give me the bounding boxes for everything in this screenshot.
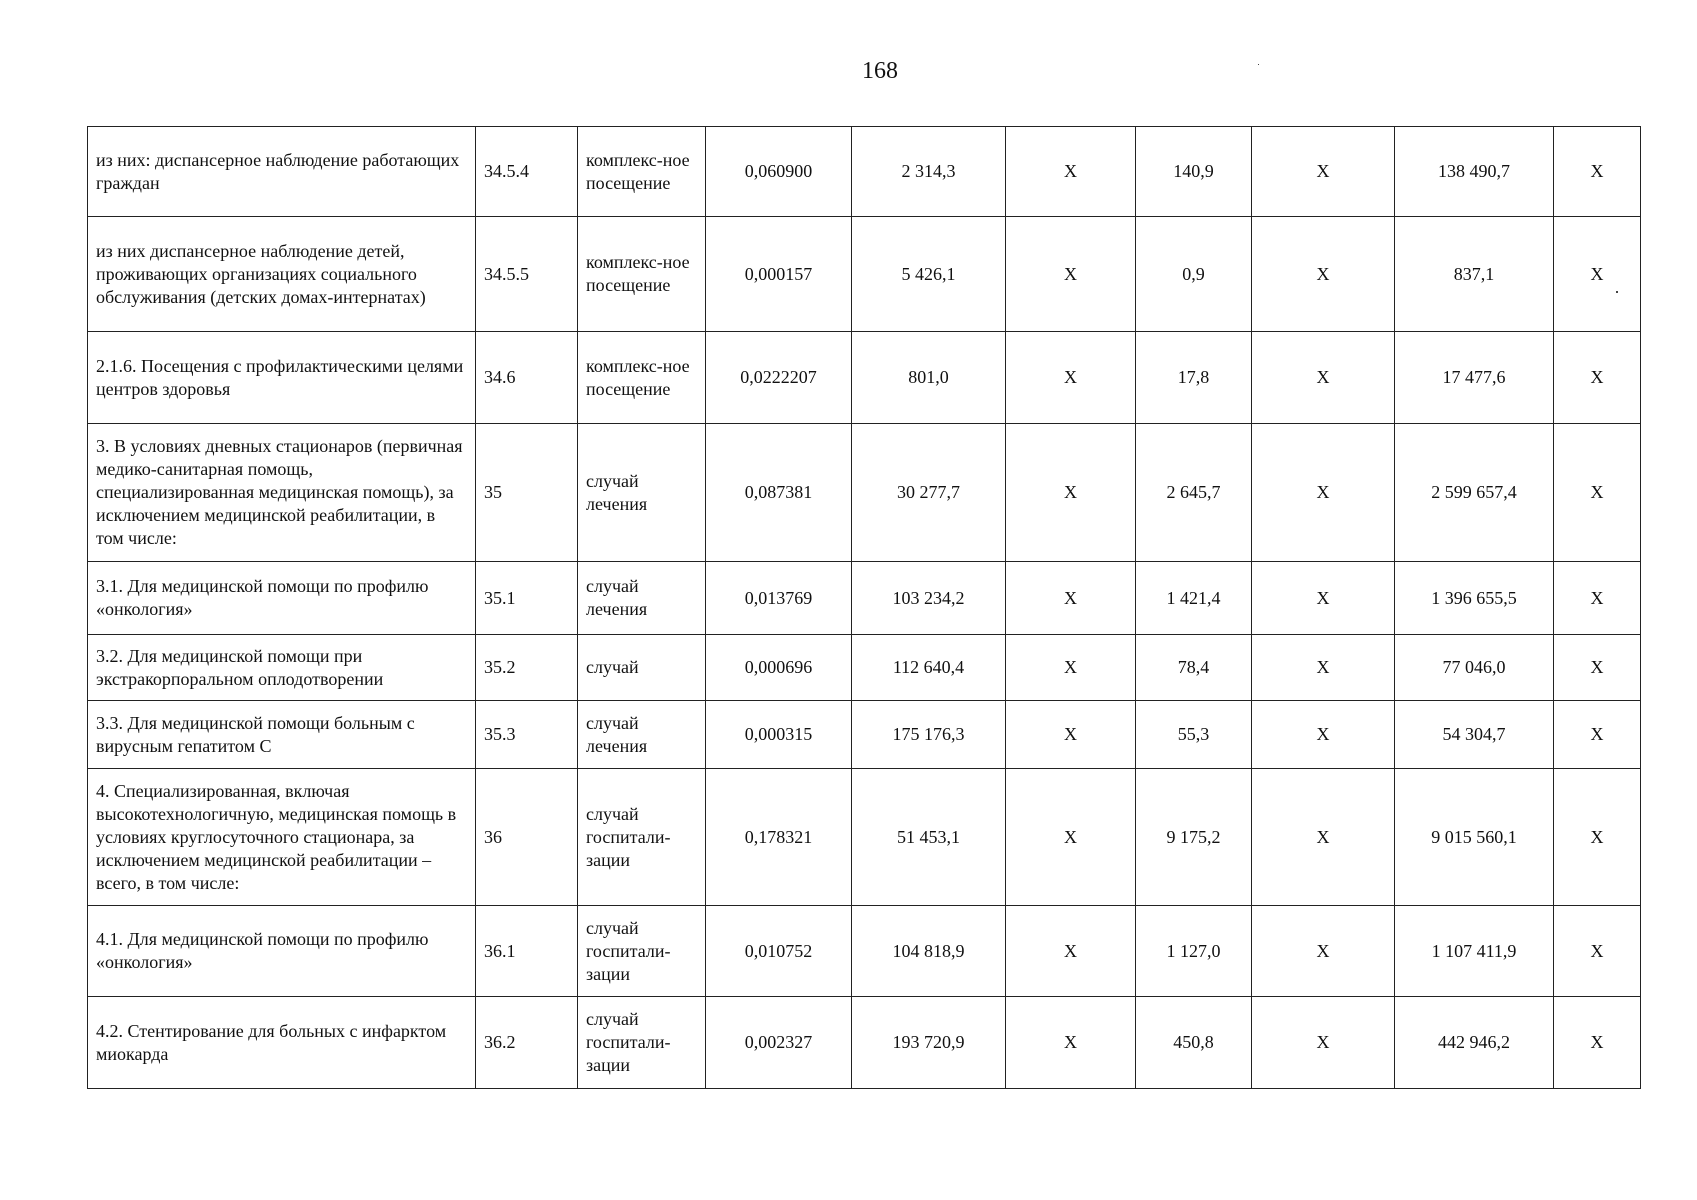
row-code: 34.5.5 [476,217,578,332]
row-norm: 0,087381 [706,424,852,562]
table-row [88,127,1641,217]
table-row [88,997,1641,1089]
row-col10: Х [1554,906,1641,997]
row-col7: 9 175,2 [1136,769,1252,906]
row-col10: Х [1554,562,1641,635]
row-unit: случай лечения [578,424,706,562]
table-row [88,701,1641,769]
row-cost: 175 176,3 [852,701,1006,769]
row-col9: 54 304,7 [1395,701,1554,769]
row-col8: Х [1252,997,1395,1089]
row-norm: 0,013769 [706,562,852,635]
row-col9: 2 599 657,4 [1395,424,1554,562]
row-col6: Х [1006,906,1136,997]
row-col6: Х [1006,332,1136,424]
row-col6: Х [1006,701,1136,769]
row-name: 4.1. Для медицинской помощи по профилю «онкология» [88,906,476,997]
row-col9: 442 946,2 [1395,997,1554,1089]
row-col10: Х [1554,424,1641,562]
row-col6: Х [1006,769,1136,906]
row-col10: Х [1554,701,1641,769]
row-name: из них: диспансерное наблюдение работающих граждан [88,127,476,217]
row-unit: случай лечения [578,562,706,635]
row-col7: 0,9 [1136,217,1252,332]
row-col6: Х [1006,997,1136,1089]
page-number: 168 [862,58,898,84]
row-code: 36.1 [476,906,578,997]
row-norm: 0,0222207 [706,332,852,424]
row-unit: случай [578,635,706,701]
row-code: 35.1 [476,562,578,635]
row-code: 35.3 [476,701,578,769]
row-code: 36.2 [476,997,578,1089]
row-unit: комплекс-ное посещение [578,332,706,424]
row-col10: Х [1554,997,1641,1089]
row-col6: Х [1006,424,1136,562]
row-col6: Х [1006,635,1136,701]
row-cost: 193 720,9 [852,997,1006,1089]
table-row [88,217,1641,332]
row-col8: Х [1252,635,1395,701]
row-unit: случай госпитали-зации [578,997,706,1089]
row-norm: 0,060900 [706,127,852,217]
row-col7: 1 421,4 [1136,562,1252,635]
row-cost: 5 426,1 [852,217,1006,332]
row-unit: случай госпитали-зации [578,769,706,906]
row-cost: 30 277,7 [852,424,1006,562]
row-cost: 112 640,4 [852,635,1006,701]
row-col10: Х [1554,635,1641,701]
row-col9: 1 107 411,9 [1395,906,1554,997]
row-unit: случай госпитали-зации [578,906,706,997]
norms-table [87,126,1641,1089]
row-name: 3.2. Для медицинской помощи при экстракорпоральном оплодотворении [88,635,476,701]
row-name: 2.1.6. Посещения с профилактическими целями центров здоровья [88,332,476,424]
row-norm: 0,000696 [706,635,852,701]
row-col8: Х [1252,217,1395,332]
row-cost: 51 453,1 [852,769,1006,906]
row-col10: Х [1554,769,1641,906]
table-row [88,562,1641,635]
row-name: 4. Специализированная, включая высокотехнологичную, медицинская помощь в условиях круглосуточного стационара, за исключением медицинской реабилитации – всего, в том числе: [88,769,476,906]
row-name: 4.2. Стентирование для больных с инфарктом миокарда [88,997,476,1089]
row-col8: Х [1252,769,1395,906]
row-col8: Х [1252,906,1395,997]
row-norm: 0,002327 [706,997,852,1089]
row-cost: 801,0 [852,332,1006,424]
row-col7: 450,8 [1136,997,1252,1089]
row-col9: 138 490,7 [1395,127,1554,217]
row-col9: 9 015 560,1 [1395,769,1554,906]
row-cost: 104 818,9 [852,906,1006,997]
scan-speck [1258,64,1259,65]
row-name: 3.3. Для медицинской помощи больным с вирусным гепатитом С [88,701,476,769]
row-name: 3. В условиях дневных стационаров (первичная медико-санитарная помощь, специализированная медицинская помощь), за исключением медицинской реабилитации, в том числе: [88,424,476,562]
row-norm: 0,000315 [706,701,852,769]
row-col8: Х [1252,127,1395,217]
table-row [88,332,1641,424]
row-col8: Х [1252,562,1395,635]
row-col8: Х [1252,424,1395,562]
table-row [88,906,1641,997]
row-unit: комплекс-ное посещение [578,217,706,332]
row-col7: 17,8 [1136,332,1252,424]
row-code: 35.2 [476,635,578,701]
row-col6: Х [1006,562,1136,635]
row-unit: случай лечения [578,701,706,769]
row-norm: 0,178321 [706,769,852,906]
table-row [88,635,1641,701]
row-col6: Х [1006,127,1136,217]
row-code: 36 [476,769,578,906]
row-norm: 0,000157 [706,217,852,332]
row-col9: 17 477,6 [1395,332,1554,424]
row-col7: 2 645,7 [1136,424,1252,562]
row-col9: 1 396 655,5 [1395,562,1554,635]
row-name: 3.1. Для медицинской помощи по профилю «онкология» [88,562,476,635]
row-col8: Х [1252,332,1395,424]
row-col7: 140,9 [1136,127,1252,217]
row-code: 34.5.4 [476,127,578,217]
table-row [88,424,1641,562]
row-col9: 77 046,0 [1395,635,1554,701]
row-name: из них диспансерное наблюдение детей, проживающих организациях социального обслуживания (детских домах-интернатах) [88,217,476,332]
row-col7: 1 127,0 [1136,906,1252,997]
scan-speck [1616,291,1618,293]
row-code: 35 [476,424,578,562]
row-col7: 55,3 [1136,701,1252,769]
row-norm: 0,010752 [706,906,852,997]
row-col9: 837,1 [1395,217,1554,332]
row-col10: Х [1554,332,1641,424]
row-cost: 2 314,3 [852,127,1006,217]
row-col6: Х [1006,217,1136,332]
row-unit: комплекс-ное посещение [578,127,706,217]
row-col10: Х [1554,217,1641,332]
row-col7: 78,4 [1136,635,1252,701]
row-col10: Х [1554,127,1641,217]
table-row [88,769,1641,906]
row-col8: Х [1252,701,1395,769]
row-cost: 103 234,2 [852,562,1006,635]
row-code: 34.6 [476,332,578,424]
